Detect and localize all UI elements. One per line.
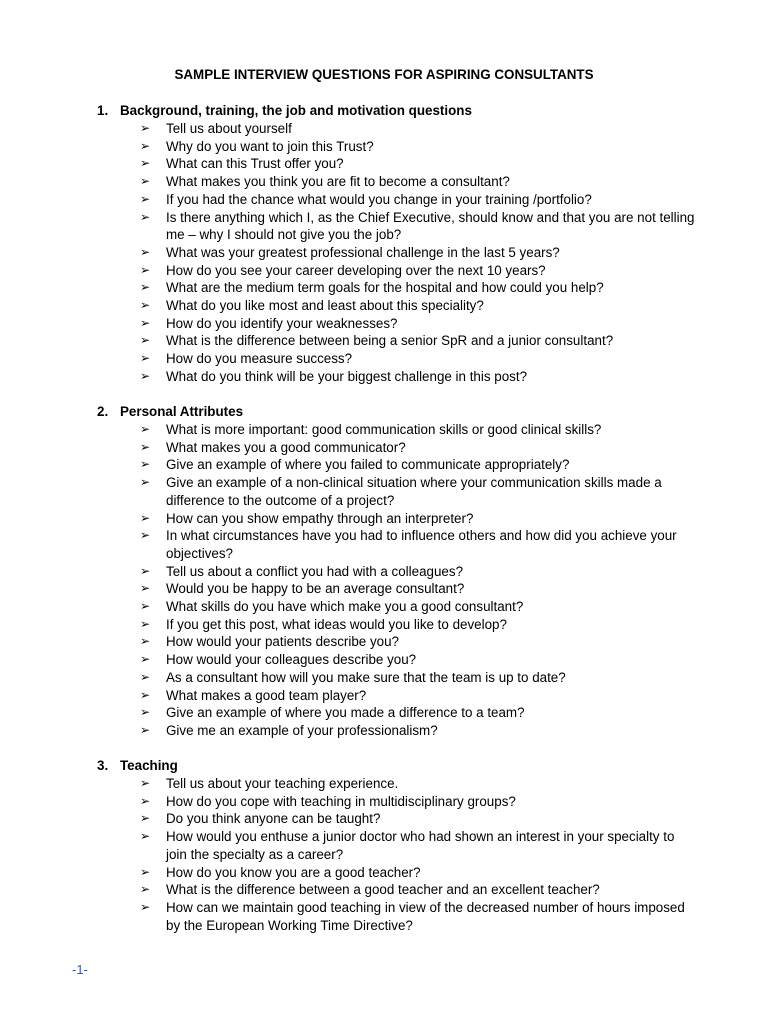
question-list: [0, 421, 768, 740]
list-item: [0, 368, 768, 386]
list-item: [0, 332, 768, 350]
question-text: As a consultant how will you make sure that the team is up to date?: [166, 669, 566, 685]
question-text: What is the difference between being a senior SpR and a junior consultant?: [166, 333, 614, 349]
arrow-bullet-icon: ➢: [140, 634, 151, 649]
arrow-bullet-icon: ➢: [140, 616, 151, 631]
question-text: What makes a good team player?: [166, 687, 367, 703]
arrow-bullet-icon: ➢: [140, 138, 151, 153]
question-text: How do you know you are a good teacher?: [166, 864, 421, 880]
list-item: [0, 810, 768, 828]
arrow-bullet-icon: ➢: [140, 811, 151, 826]
list-item: [0, 793, 768, 811]
document-title: SAMPLE INTERVIEW QUESTIONS FOR ASPIRING CONSULTANTS: [174, 67, 594, 82]
list-item: [0, 191, 768, 209]
arrow-bullet-icon: ➢: [140, 563, 151, 578]
list-item: [0, 598, 768, 616]
list-item: [0, 350, 768, 368]
section-number: 3.: [97, 758, 109, 773]
arrow-bullet-icon: ➢: [140, 687, 151, 702]
question-text: Is there anything which I, as the Chief Executive, should know and that you are not telling me – why I should not give you the job?: [166, 209, 695, 243]
list-item: [0, 828, 768, 863]
arrow-bullet-icon: ➢: [140, 298, 151, 313]
question-text: What is more important: good communication skills or good clinical skills?: [166, 422, 602, 437]
question-text: Give an example of a non-clinical situation where your communication skills made a difference to the outcome of a project?: [166, 475, 662, 508]
list-item: [0, 580, 768, 598]
list-item: [0, 775, 768, 793]
list-item: [0, 138, 768, 156]
list-item: [0, 687, 768, 705]
list-item: [0, 209, 768, 244]
list-item: [0, 474, 768, 509]
question-text: If you get this post, what ideas would you like to develop?: [166, 616, 507, 632]
question-text: Why do you want to join this Trust?: [166, 138, 374, 154]
question-text: What makes you think you are fit to become a consultant?: [166, 174, 510, 190]
arrow-bullet-icon: ➢: [140, 793, 151, 808]
section-teaching: [0, 757, 768, 934]
question-text: How do you measure success?: [166, 351, 353, 367]
arrow-bullet-icon: ➢: [140, 280, 151, 295]
list-item: [0, 262, 768, 280]
list-item: [0, 297, 768, 315]
question-text: Give an example of where you failed to communicate appropriately?: [166, 457, 570, 473]
question-text: How do you identify your weaknesses?: [166, 315, 398, 331]
list-item: [0, 439, 768, 457]
section-background: [0, 102, 768, 386]
arrow-bullet-icon: ➢: [140, 368, 151, 383]
question-text: What do you think will be your biggest challenge in this post?: [166, 368, 528, 384]
list-item: [0, 421, 768, 439]
list-item: [0, 669, 768, 687]
section-number: 2.: [97, 404, 109, 419]
question-text: In what circumstances have you had to influence others and how did you achieve your objectives?: [166, 528, 677, 561]
question-text: What do you like most and least about this speciality?: [166, 298, 484, 314]
list-item: [0, 510, 768, 528]
question-text: Tell us about your teaching experience.: [166, 776, 399, 791]
question-text: What is the difference between a good teacher and an excellent teacher?: [166, 882, 600, 898]
arrow-bullet-icon: ➢: [140, 156, 151, 171]
question-list: [0, 120, 768, 386]
list-item: [0, 651, 768, 669]
list-item: [0, 527, 768, 562]
section-personal-attributes: [0, 403, 768, 740]
arrow-bullet-icon: ➢: [140, 475, 151, 490]
list-item: [0, 899, 768, 934]
question-text: How would your colleagues describe you?: [166, 652, 417, 668]
list-item: [0, 456, 768, 474]
question-text: How would your patients describe you?: [166, 634, 399, 650]
arrow-bullet-icon: ➢: [140, 581, 151, 596]
section-title: Teaching: [120, 758, 178, 773]
section-heading: [0, 403, 768, 421]
list-item: [0, 155, 768, 173]
question-text: What can this Trust offer you?: [166, 156, 344, 172]
question-text: How do you cope with teaching in multidisciplinary groups?: [166, 793, 516, 809]
question-text: How can you show empathy through an interpreter?: [166, 510, 474, 526]
list-item: [0, 633, 768, 651]
arrow-bullet-icon: ➢: [140, 209, 151, 224]
arrow-bullet-icon: ➢: [140, 669, 151, 684]
question-text: Do you think anyone can be taught?: [166, 811, 381, 827]
arrow-bullet-icon: ➢: [140, 121, 151, 135]
question-text: How can we maintain good teaching in view of the decreased number of hours imposed by the European Working Time Directive?: [166, 899, 685, 933]
arrow-bullet-icon: ➢: [140, 722, 151, 737]
list-item: [0, 881, 768, 899]
arrow-bullet-icon: ➢: [140, 705, 151, 720]
arrow-bullet-icon: ➢: [140, 510, 151, 525]
list-item: [0, 864, 768, 882]
list-item: [0, 704, 768, 722]
arrow-bullet-icon: ➢: [140, 422, 151, 436]
arrow-bullet-icon: ➢: [140, 829, 151, 844]
list-item: [0, 722, 768, 740]
question-text: What skills do you have which make you a good consultant?: [166, 599, 524, 615]
question-text: How would you enthuse a junior doctor who had shown an interest in your specialty to join the specialty as a career?: [166, 829, 675, 862]
section-heading: [0, 757, 768, 775]
question-text: Tell us about a conflict you had with a colleagues?: [166, 563, 464, 579]
list-item: [0, 120, 768, 138]
question-list: [0, 775, 768, 934]
arrow-bullet-icon: ➢: [140, 899, 151, 914]
question-text: What makes you a good communicator?: [166, 439, 406, 455]
question-text: If you had the chance what would you change in your training /portfolio?: [166, 191, 592, 207]
arrow-bullet-icon: ➢: [140, 244, 151, 259]
question-text: Give me an example of your professionalism?: [166, 722, 438, 738]
arrow-bullet-icon: ➢: [140, 776, 151, 790]
question-text: How do you see your career developing over the next 10 years?: [166, 262, 546, 278]
list-item: [0, 616, 768, 634]
arrow-bullet-icon: ➢: [140, 864, 151, 879]
question-text: Give an example of where you made a difference to a team?: [166, 705, 525, 721]
question-text: What was your greatest professional challenge in the last 5 years?: [166, 244, 560, 260]
question-text: What are the medium term goals for the hospital and how could you help?: [166, 280, 604, 296]
arrow-bullet-icon: ➢: [140, 174, 151, 189]
list-item: [0, 315, 768, 333]
arrow-bullet-icon: ➢: [140, 333, 151, 348]
question-text: Tell us about yourself: [166, 121, 292, 136]
section-title: Personal Attributes: [120, 404, 244, 419]
arrow-bullet-icon: ➢: [140, 652, 151, 667]
section-number: 1.: [97, 103, 109, 118]
question-text: Would you be happy to be an average consultant?: [166, 581, 465, 597]
arrow-bullet-icon: ➢: [140, 351, 151, 366]
arrow-bullet-icon: ➢: [140, 882, 151, 897]
arrow-bullet-icon: ➢: [140, 599, 151, 614]
page-number: -1-: [72, 962, 88, 977]
arrow-bullet-icon: ➢: [140, 528, 151, 543]
arrow-bullet-icon: ➢: [140, 457, 151, 472]
arrow-bullet-icon: ➢: [140, 191, 151, 206]
list-item: [0, 279, 768, 297]
arrow-bullet-icon: ➢: [140, 262, 151, 277]
list-item: [0, 244, 768, 262]
list-item: [0, 563, 768, 581]
section-title: Background, training, the job and motivation questions: [120, 103, 472, 118]
arrow-bullet-icon: ➢: [140, 315, 151, 330]
list-item: [0, 173, 768, 191]
arrow-bullet-icon: ➢: [140, 439, 151, 454]
section-heading: [0, 102, 768, 120]
